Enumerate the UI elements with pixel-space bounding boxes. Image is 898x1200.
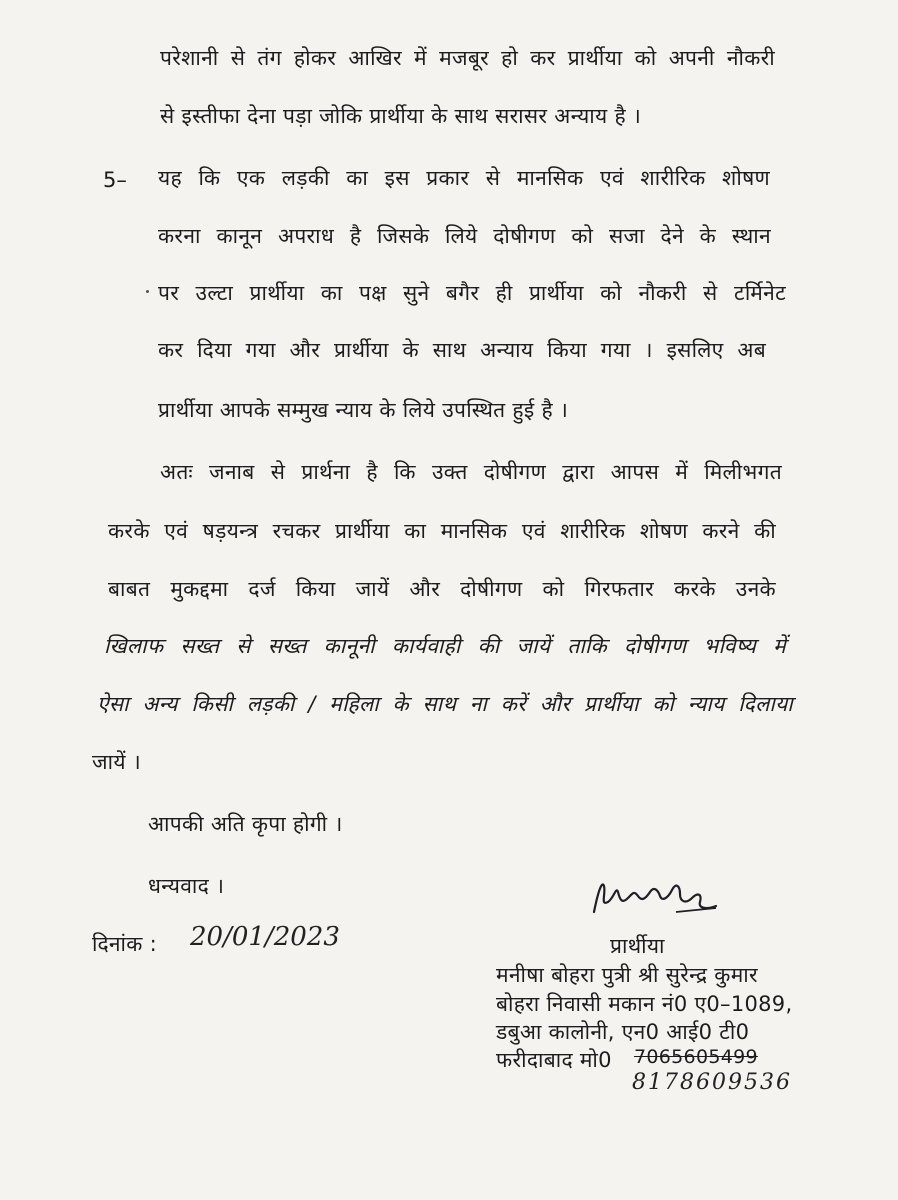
date-label: दिनांक :	[92, 932, 158, 956]
para5-number: 5–	[103, 168, 127, 192]
address-line-3: डबुआ कालोनी, एन0 आई0 टी0	[496, 1020, 750, 1044]
para4-line-1: परेशानी से तंग होकर आखिर में मजबूर हो कर प्रार्थीया को अपनी नौकरी	[160, 46, 775, 70]
address-line-1: मनीषा बोहरा पुत्री श्री सुरेन्द्र कुमार	[496, 963, 758, 987]
prayer-line-5: ऐसा अन्य किसी लड़की / महिला के साथ ना करें और प्रार्थीया को न्याय दिलाया	[97, 692, 793, 716]
prayer-line-6: जायें ।	[92, 750, 142, 774]
prayer-line-4: खिलाफ सख्त से सख्त कानूनी कार्यवाही की जायें ताकि दोषीगण भविष्य में	[104, 634, 786, 658]
new-phone-number: 8178609536	[632, 1070, 792, 1095]
applicant-role: प्रार्थीया	[610, 934, 665, 958]
prayer-line-3: बाबत मुकद्दमा दर्ज किया जायें और दोषीगण को गिरफतार करके उनके	[108, 577, 776, 601]
para5-line-3: पर उल्टा प्रार्थीया का पक्ष सुने बगैर ही प्रार्थीया को नौकरी से टर्मिनेट	[158, 281, 786, 305]
prayer-line-1: अतः जनाब से प्रार्थना है कि उक्त दोषीगण द्वारा आपस में मिलीभगत	[160, 460, 782, 484]
para5-line-5: प्रार्थीया आपके सम्मुख न्याय के लिये उपस्थित हुई है ।	[158, 398, 569, 422]
para5-line-2: करना कानून अपराध है जिसके लिये दोषीगण को सजा देने के स्थान	[158, 224, 771, 248]
prayer-line-2: करके एवं षड़यन्त्र रचकर प्रार्थीया का मानसिक एवं शारीरिक शोषण करने की	[108, 519, 776, 543]
address-line-2: बोहरा निवासी मकान नं0 ए0–1089,	[496, 992, 793, 1016]
signature-image	[588, 872, 728, 922]
para4-line-2: से इस्तीफा देना पड़ा जोकि प्रार्थीया के साथ सरासर अन्याय है ।	[160, 104, 642, 128]
kindness-line: आपकी अति कृपा होगी ।	[148, 812, 343, 836]
stray-mark	[146, 290, 149, 293]
para5-line-4: कर दिया गया और प्रार्थीया के साथ अन्याय किया गया । इसलिए अब	[158, 338, 766, 362]
phone-label: फरीदाबाद मो0	[496, 1048, 612, 1072]
date-value: 20/01/2023	[190, 922, 340, 952]
para5-line-1: यह कि एक लड़की का इस प्रकार से मानसिक एवं शारीरिक शोषण	[158, 166, 770, 190]
thanks-line: धन्यवाद ।	[148, 874, 225, 898]
old-phone-number: 7065605499	[634, 1046, 758, 1068]
